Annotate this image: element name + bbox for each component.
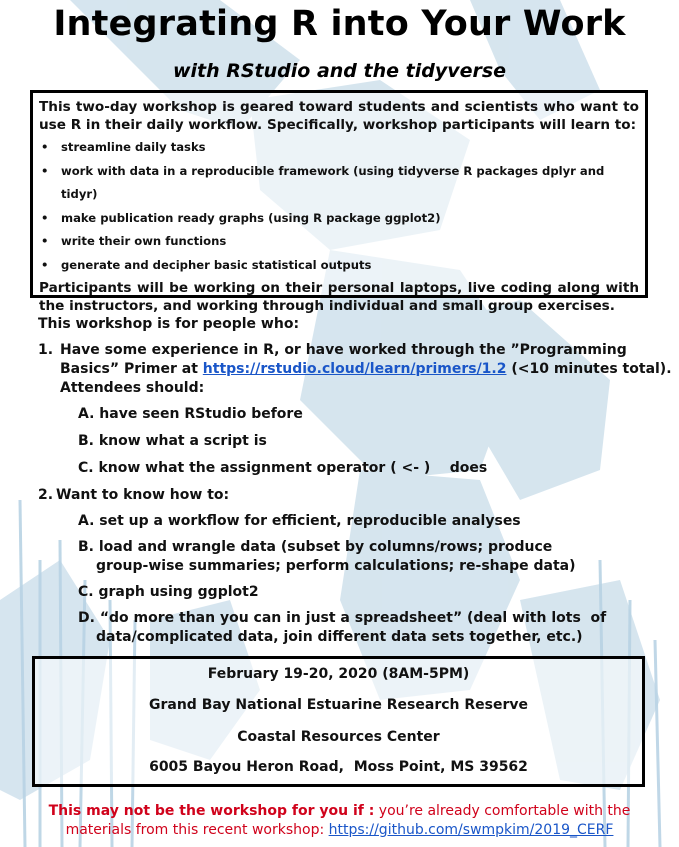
audience-item-1-text: (<10 minutes total). [511, 361, 672, 377]
page-subtitle: with RStudio and the tidyverse [172, 60, 507, 82]
learning-goals-list [39, 136, 639, 277]
audience-item-1-line3: Attendees should: [60, 380, 205, 396]
prerequisite-item: C. know what the assignment operator ( <- ) does [78, 460, 488, 476]
notice-text: materials from this recent workshop: [65, 822, 325, 838]
notice-text: you’re already comfortable with the [378, 803, 631, 819]
overview-outro: Participants will be working on their personal laptops, live coding along with the instructors, and working through individual and small group exercises. [39, 280, 639, 314]
goal-item-continuation: group-wise summaries; perform calculations; re-shape data) [96, 558, 576, 574]
audience-item-number: 1. [38, 342, 54, 358]
event-building: Coastal Resources Center [237, 729, 440, 745]
list-item: • work with data in a reproducible framework (using tidyverse R packages dplyr and tidyr) [39, 160, 639, 207]
workshop-link[interactable]: https://github.com/swmpkim/2019_CERF [328, 822, 614, 838]
event-venue: Grand Bay National Estuarine Research Reserve [148, 697, 529, 713]
goal-item-continuation: data/complicated data, join different data sets together, etc.) [96, 629, 583, 645]
event-address: 6005 Bayou Heron Road, Moss Point, MS 39562 [149, 759, 528, 775]
prerequisite-item: A. have seen RStudio before [78, 406, 303, 422]
notice-line-2 [0, 821, 679, 840]
goal-item: D. “do more than you can in just a spreadsheet” (deal with lots of [78, 610, 607, 626]
event-date: February 19-20, 2020 (8AM-5PM) [207, 666, 470, 682]
list-item: • make publication ready graphs (using R package ggplot2) [39, 207, 639, 231]
overview-intro: This two-day workshop is geared toward students and scientists who want to use R in their daily workflow. Specifically, workshop participants will learn to: [39, 99, 639, 133]
audience-item-1-text: Basics” Primer at [60, 361, 198, 377]
list-item: • streamline daily tasks [39, 136, 639, 160]
goal-item: C. graph using ggplot2 [78, 584, 259, 600]
audience-heading: This workshop is for people who: [38, 316, 300, 332]
prerequisite-item: B. know what a script is [78, 433, 267, 449]
notice [0, 802, 679, 840]
overview-box [30, 90, 648, 314]
primer-link[interactable]: https://rstudio.cloud/learn/primers/1.2 [202, 361, 507, 377]
goal-item: B. load and wrangle data (subset by columns/rows; produce [78, 539, 553, 555]
audience-item-1-line1: Have some experience in R, or have worked through the ”Programming [60, 342, 627, 358]
notice-lead: This may not be the workshop for you if : [48, 803, 375, 819]
page-title: Integrating R into Your Work [53, 4, 626, 44]
list-item: • generate and decipher basic statistical outputs [39, 254, 639, 278]
audience-item-2-text: Want to know how to: [56, 487, 230, 503]
audience-item-1-line2 [60, 360, 672, 379]
audience-item-number: 2. [38, 487, 54, 503]
event-details-box [32, 656, 645, 787]
notice-line-1 [0, 802, 679, 821]
list-item: • write their own functions [39, 230, 639, 254]
goal-item: A. set up a workflow for efficient, reproducible analyses [78, 513, 521, 529]
